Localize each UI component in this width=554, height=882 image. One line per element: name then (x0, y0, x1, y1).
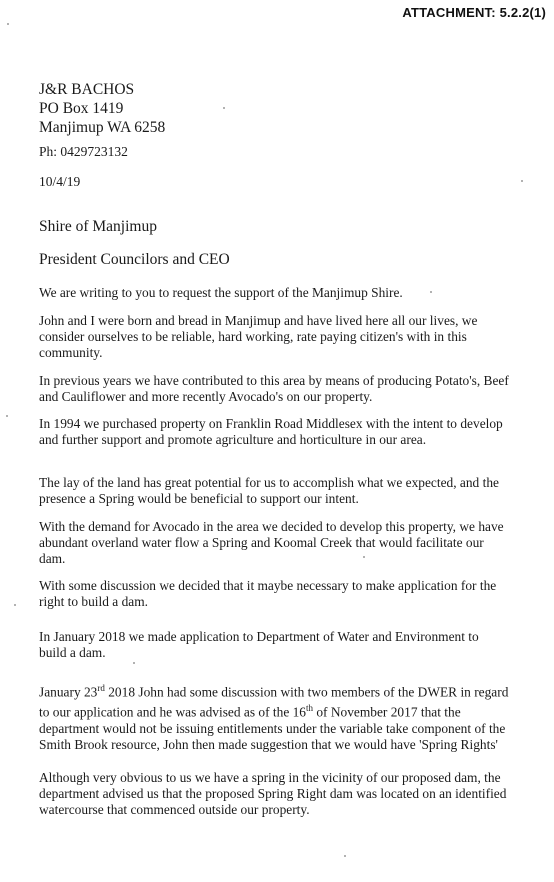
body-paragraph-2: John and I were born and bread in Manjimup and have lived here all our lives, we consider ourselves to be reliable, hard working, rate paying citizen's with in this community. (39, 313, 478, 360)
paragraph-9-start: January 23 (39, 684, 98, 700)
scan-speck (14, 604, 16, 606)
scan-speck (7, 23, 9, 25)
ordinal-suffix-th: th (306, 703, 314, 714)
sender-phone: Ph: 0429723132 (39, 144, 128, 159)
body-paragraph-1: We are writing to you to request the support of the Manjimup Shire. (39, 285, 403, 300)
body-paragraph-7: With some discussion we decided that it maybe necessary to make application for the right to build a dam. (39, 578, 497, 609)
body-paragraph-9 (39, 680, 509, 753)
body-paragraph-8: In January 2018 we made application to Department of Water and Environment to build a dam. (39, 629, 479, 660)
body-paragraph-10: Although very obvious to us we have a spring in the vicinity of our proposed dam, the department advised us that the proposed Spring Right dam was located on an identified watercourse that commenced outside our property. (39, 770, 507, 817)
body-paragraph-3: In previous years we have contributed to this area by means of producing Potato's, Beef and Cauliflower and more recently Avocado's on our property. (39, 373, 509, 404)
sender-po-box: PO Box 1419 (39, 100, 124, 117)
sender-name: J&R BACHOS (39, 81, 135, 98)
paragraph-9-end: of November 2017 (313, 704, 418, 720)
attachment-reference: ATTACHMENT: 5.2.2(1) (402, 5, 546, 20)
letter-date: 10/4/19 (39, 174, 81, 189)
scan-speck (344, 855, 346, 857)
paragraph-9-middle: 2018 John had some discussion with two members of the DWER in regard to our application and he was advised as of the 16 (39, 684, 509, 720)
scan-speck (521, 180, 523, 182)
scan-speck (430, 291, 432, 293)
sender-address-block (39, 80, 165, 137)
scan-speck (133, 662, 135, 664)
scan-speck (6, 415, 8, 417)
body-paragraph-6: With the demand for Avocado in the area we decided to develop this property, we have abundant overland water flow a Spring and Koomal Creek that would facilitate our dam. (39, 519, 504, 566)
salutation: President Councilors and CEO (39, 251, 230, 268)
ordinal-suffix-rd: rd (97, 683, 105, 693)
recipient-line: Shire of Manjimup (39, 218, 157, 235)
scan-speck (223, 107, 225, 109)
body-paragraph-4: In 1994 we purchased property on Franklin Road Middlesex with the intent to develop and further support and promote agriculture and horticulture in our area. (39, 416, 503, 447)
sender-town: Manjimup WA 6258 (39, 119, 166, 136)
paragraph-9-continuation: that the department would not be issuing entitlements under the variable take component of the Smith Brook resource, John then made suggestion that we would have 'Spring Rights' (39, 704, 506, 752)
scan-speck (363, 556, 365, 558)
body-paragraph-5: The lay of the land has great potential for us to accomplish what we expected, and the presence a Spring would be beneficial to support our intent. (39, 475, 499, 506)
